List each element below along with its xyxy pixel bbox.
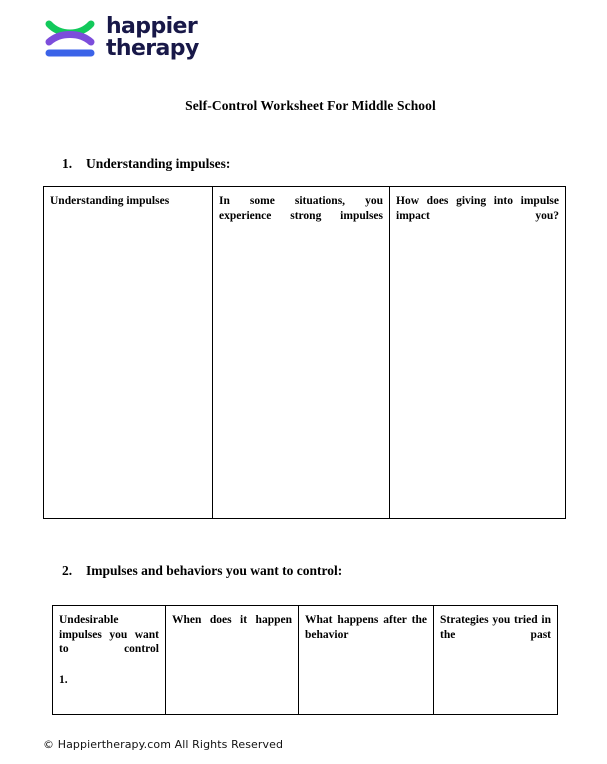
section-heading-2	[62, 563, 342, 579]
brand-wordmark-line2: therapy	[106, 35, 199, 61]
brand-wordmark	[106, 13, 199, 61]
table-impulses-behaviors-to-control	[52, 605, 558, 715]
table-header-cell-what-happens-after: What happens after the behavior	[299, 606, 434, 715]
footer-copyright: © Happiertherapy.com All Rights Reserved	[43, 738, 284, 751]
table-row	[53, 606, 558, 715]
section-number-1: 1.	[62, 156, 73, 171]
section-label-2: Impulses and behaviors you want to control:	[86, 563, 343, 578]
table-header-cell-strong-impulses: In some situations, you experience strong impulses	[213, 187, 390, 519]
table-header-cell-undesirable-impulses	[53, 606, 166, 715]
table-header-cell-strategies-tried: Strategies you tried in the past	[434, 606, 558, 715]
table-header-cell-impulse-impact: How does giving into impulse impact you?	[390, 187, 566, 519]
page-title: Self-Control Worksheet For Middle School	[185, 98, 436, 113]
table-row	[44, 187, 566, 519]
table-row-marker-1: 1.	[59, 674, 68, 687]
section-label-1: Understanding impulses:	[86, 156, 231, 171]
section-number-2: 2.	[62, 563, 73, 578]
table-header-text-undesirable-impulses: Undesirable impulses you want to control	[59, 614, 159, 656]
table-header-cell-when-does-it-happen: When does it happen	[166, 606, 299, 715]
section-heading-1	[62, 156, 230, 172]
happier-therapy-logo-icon	[44, 15, 96, 59]
table-understanding-impulses	[43, 186, 566, 519]
brand-wordmark-line1: happier	[106, 13, 198, 39]
table-header-cell-understanding-impulses: Understanding impulses	[44, 187, 213, 519]
page-header	[0, 0, 607, 60]
